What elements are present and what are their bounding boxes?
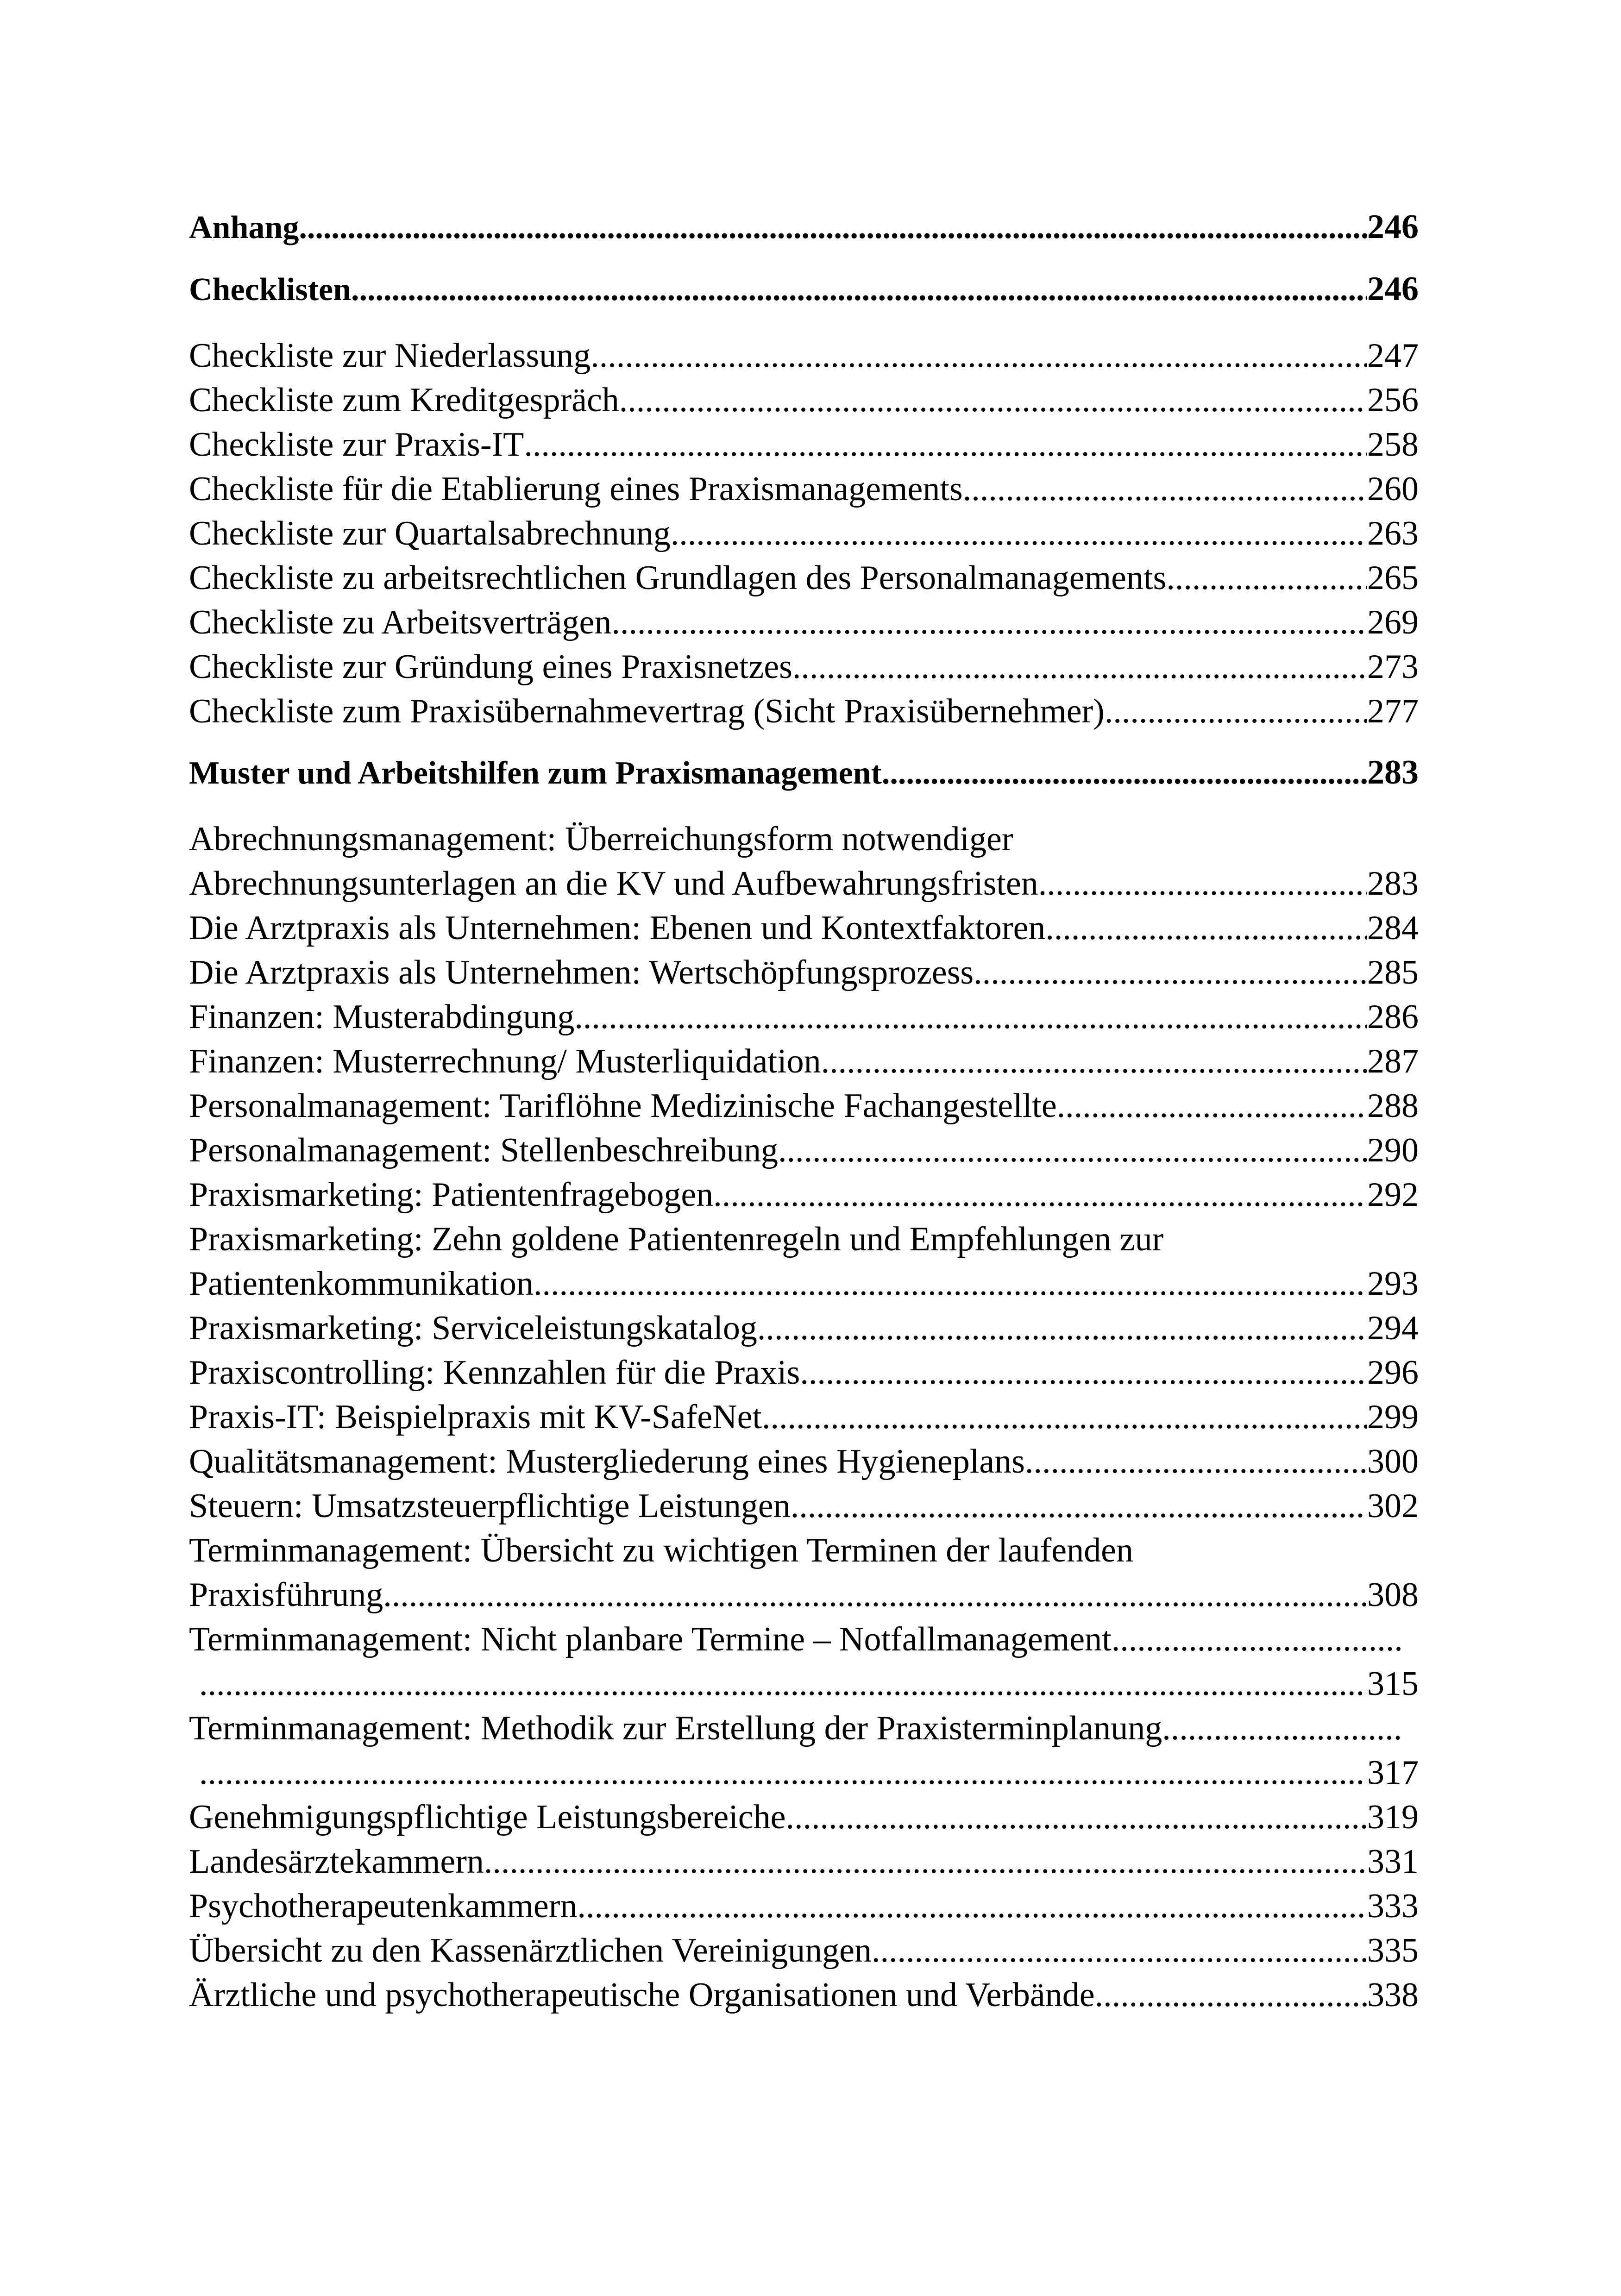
toc-entry[interactable]: Checkliste zu arbeitsrechtlichen Grundlagen des Personalmanagements ..... 265 (189, 556, 1419, 600)
toc-entry[interactable]: Psychotherapeutenkammern ..... 333 (189, 1884, 1419, 1928)
toc-heading-anhang[interactable]: Anhang ..... 246 (189, 204, 1419, 250)
toc-entry[interactable]: Landesärztekammern ..... 331 (189, 1839, 1419, 1884)
toc-entry[interactable]: Checkliste zur Praxis-IT ..... 258 (189, 422, 1419, 467)
toc-entry[interactable]: Genehmigungspflichtige Leistungsbereiche ..... 319 (189, 1795, 1419, 1839)
toc-entry-line[interactable]: Terminmanagement: Übersicht zu wichtigen Terminen der laufenden (189, 1531, 1133, 1569)
toc-entry[interactable]: Checkliste zur Quartalsabrechnung ..... 263 (189, 511, 1419, 556)
toc-entry[interactable]: Checkliste zum Praxisübernahmevertrag (Sicht Praxisübernehmer) ..... 277 (189, 689, 1419, 734)
toc-entry-line[interactable]: Terminmanagement: Nicht planbare Termine – Notfallmanagement ..... (189, 1617, 1402, 1662)
toc-heading-checklisten[interactable]: Checklisten ..... 246 (189, 266, 1419, 312)
toc-entry[interactable]: Die Arztpraxis als Unternehmen: Wertschöpfungsprozess ..... 285 (189, 950, 1419, 995)
toc-entry[interactable]: Praxis-IT: Beispielpraxis mit KV-SafeNet ..... 299 (189, 1395, 1419, 1439)
toc-entry[interactable]: Checkliste zum Kreditgespräch ..... 256 (189, 378, 1419, 422)
toc-entry-continuation[interactable]: ..... 317 (189, 1750, 1419, 1795)
toc-entry[interactable]: Checkliste für die Etablierung eines Praxismanagements ..... 260 (189, 467, 1419, 511)
toc-entry[interactable]: Checkliste zur Niederlassung ..... 247 (189, 333, 1419, 378)
toc-heading-muster[interactable]: Muster und Arbeitshilfen zum Praxismanagement ..... 283 (189, 749, 1419, 796)
toc-entry[interactable]: Die Arztpraxis als Unternehmen: Ebenen und Kontextfaktoren ..... 284 (189, 906, 1419, 950)
toc-entry[interactable]: Abrechnungsunterlagen an die KV und Aufbewahrungsfristen ..... 283 (189, 861, 1419, 906)
toc-entry[interactable]: Praxisführung ..... 308 (189, 1573, 1419, 1617)
toc-entry-line[interactable]: Abrechnungsmanagement: Überreichungsform notwendiger (189, 820, 1013, 858)
toc-entry[interactable]: Steuern: Umsatzsteuerpflichtige Leistungen ..... 302 (189, 1484, 1419, 1528)
toc-entry[interactable]: Finanzen: Musterrechnung/ Musterliquidation ..... 287 (189, 1039, 1419, 1084)
toc-entry[interactable]: Praxismarketing: Serviceleistungskatalog ..... 294 (189, 1306, 1419, 1350)
toc-entry[interactable]: Praxiscontrolling: Kennzahlen für die Praxis ..... 296 (189, 1350, 1419, 1395)
toc-entry[interactable]: Patientenkommunikation ..... 293 (189, 1261, 1419, 1306)
toc-entry[interactable]: Übersicht zu den Kassenärztlichen Vereinigungen ..... 335 (189, 1928, 1419, 1973)
toc-entry[interactable]: Checkliste zur Gründung eines Praxisnetzes ..... 273 (189, 645, 1419, 689)
toc-entry-line[interactable]: Terminmanagement: Methodik zur Erstellung der Praxisterminplanung ..... (189, 1706, 1402, 1750)
toc-entry[interactable]: Qualitätsmanagement: Mustergliederung eines Hygieneplans ..... 300 (189, 1439, 1419, 1484)
toc-entry-continuation[interactable]: ..... 315 (189, 1662, 1419, 1706)
toc-entry[interactable]: Personalmanagement: Tariflöhne Medizinische Fachangestellte ..... 288 (189, 1084, 1419, 1128)
toc-entry[interactable]: Ärztliche und psychotherapeutische Organisationen und Verbände ..... 338 (189, 1973, 1419, 2017)
toc-entry[interactable]: Finanzen: Musterabdingung ..... 286 (189, 995, 1419, 1039)
toc-entry[interactable]: Personalmanagement: Stellenbeschreibung ..... 290 (189, 1128, 1419, 1173)
toc-entry-line[interactable]: Praxismarketing: Zehn goldene Patientenregeln und Empfehlungen zur (189, 1220, 1164, 1258)
toc-entry[interactable]: Praxismarketing: Patientenfragebogen ..... 292 (189, 1173, 1419, 1217)
toc-entry[interactable]: Checkliste zu Arbeitsverträgen ..... 269 (189, 600, 1419, 645)
table-of-contents (189, 204, 1419, 2017)
